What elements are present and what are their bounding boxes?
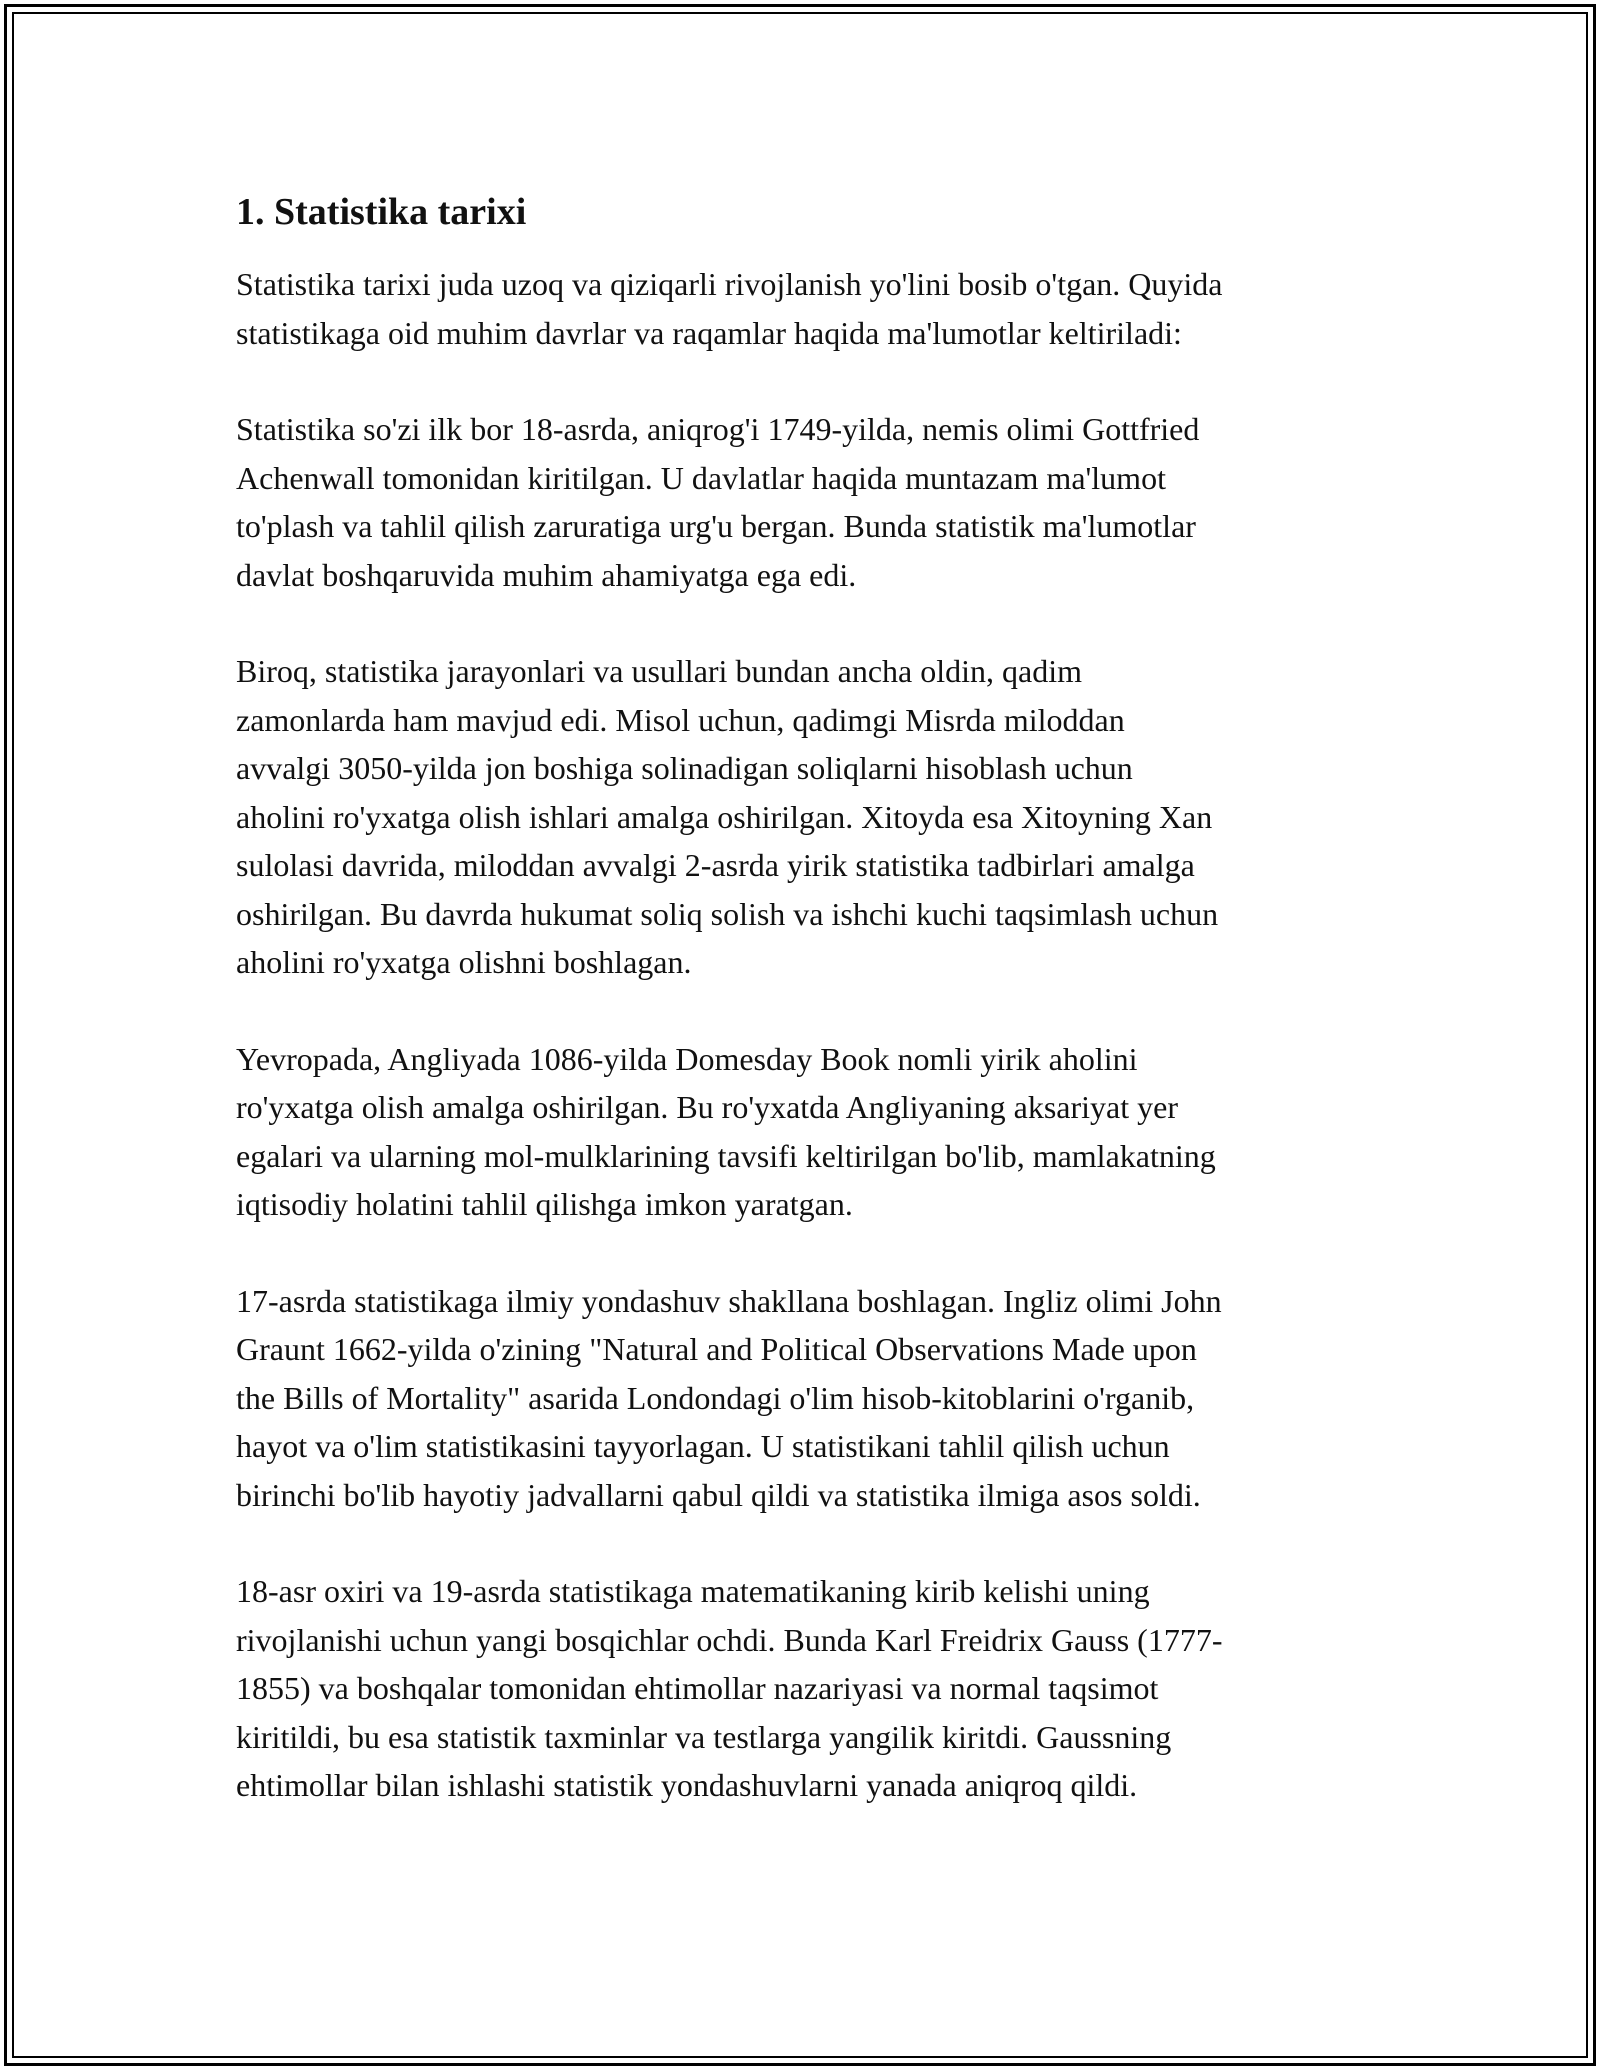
paragraph-intro: [236, 260, 1386, 357]
text-line: Achenwall tomonidan kiritilgan. U davlatlar haqida muntazam ma'lumot: [236, 459, 1166, 496]
text-line: Statistika so'zi ilk bor 18-asrda, aniqrog'i 1749-yilda, nemis olimi Gottfried: [236, 411, 1200, 447]
text-line: Graunt 1662-yilda o'zining "Natural and Political Observations Made upon: [236, 1331, 1197, 1367]
text-line: aholini ro'yxatga olishni boshlagan.: [236, 944, 692, 980]
text-line: 17-asrda statistikaga ilmiy yondashuv shakllana boshlagan. Ingliz olimi John: [236, 1282, 1222, 1319]
text-line: oshirilgan. Bu davrda hukumat soliq solish va ishchi kuchi taqsimlash uchun: [236, 895, 1219, 932]
text-line: zamonlarda ham mavjud edi. Misol uchun, qadimgi Misrda miloddan: [236, 701, 1125, 738]
text-line: the Bills of Mortality" asarida Londondagi o'lim hisob-kitoblarini o'rganib,: [236, 1379, 1195, 1416]
paragraph-domesday: [236, 1035, 1386, 1229]
text-line: rivojlanishi uchun yangi bosqichlar ochdi. Bunda Karl Freidrix Gauss (1777-: [236, 1621, 1223, 1658]
paragraph-gauss: [236, 1567, 1386, 1810]
text-line: to'plash va tahlil qilish zaruratiga urg'u bergan. Bunda statistik ma'lumotlar: [236, 508, 1196, 544]
text-line: Yevropada, Angliyada 1086-yilda Domesday Book nomli yirik aholini: [236, 1040, 1138, 1077]
text-line: kiritildi, bu esa statistik taxminlar va testlarga yangilik kiritdi. Gaussning: [236, 1718, 1172, 1755]
text-line: egalari va ularning mol-mulklarining tavsifi keltirilgan bo'lib, mamlakatning: [236, 1137, 1216, 1174]
text-line: sulolasi davrida, miloddan avvalgi 2-asrda yirik statistika tadbirlari amalga: [236, 847, 1195, 883]
text-line: Biroq, statistika jarayonlari va usullari bundan ancha oldin, qadim: [236, 653, 1083, 689]
section-heading: 1. Statistika tarixi: [236, 191, 527, 233]
text-line: 1855) va boshqalar tomonidan ehtimollar nazariyasi va normal taqsimot: [236, 1670, 1159, 1706]
paragraph-ancient: [236, 647, 1386, 987]
text-line: hayot va o'lim statistikasini tayyorlagan. U statistikani tahlil qilish uchun: [236, 1428, 1170, 1464]
paragraph-achenwall: [236, 405, 1386, 599]
text-line: 18-asr oxiri va 19-asrda statistikaga matematikaning kirib kelishi uning: [236, 1573, 1150, 1609]
text-line: ro'yxatga olish amalga oshirilgan. Bu ro'yxatda Angliyaning aksariyat yer: [236, 1089, 1178, 1125]
text-line: aholini ro'yxatga olish ishlari amalga oshirilgan. Xitoyda esa Xitoyning Xan: [236, 798, 1213, 835]
text-line: ehtimollar bilan ishlashi statistik yondashuvlarni yanada aniqroq qildi.: [236, 1767, 1138, 1803]
text-line: birinchi bo'lib hayotiy jadvallarni qabul qildi va statistika ilmiga asos soldi.: [236, 1476, 1201, 1513]
text-line: statistikaga oid muhim davrlar va raqamlar haqida ma'lumotlar keltiriladi:: [236, 314, 1182, 351]
text-line: avvalgi 3050-yilda jon boshiga solinadigan soliqlarni hisoblash uchun: [236, 750, 1133, 786]
text-line: davlat boshqaruvida muhim ahamiyatga ega edi.: [236, 556, 857, 593]
text-line: iqtisodiy holatini tahlil qilishga imkon yaratgan.: [236, 1186, 853, 1222]
text-line: Statistika tarixi juda uzoq va qiziqarli rivojlanish yo'lini bosib o'tgan. Quyida: [236, 266, 1223, 302]
paragraph-graunt: [236, 1277, 1386, 1520]
document-body: [236, 188, 1386, 1858]
